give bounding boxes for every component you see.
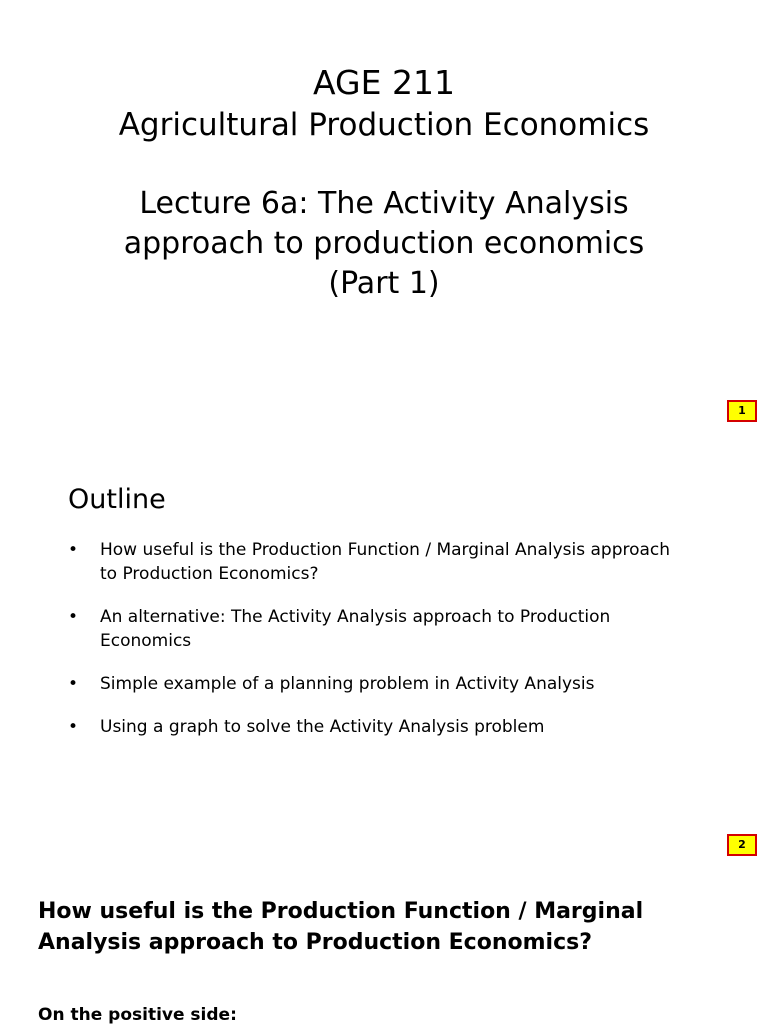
page-number-badge: 1 xyxy=(727,400,757,422)
outline-bullet-list xyxy=(68,538,688,758)
bullet-icon: • xyxy=(68,607,79,627)
lecture-title: Lecture 6a: The Activity Analysis approach to production economics (Part 1) xyxy=(123,186,645,301)
list-item xyxy=(68,672,688,696)
list-item xyxy=(68,715,688,739)
section-heading: How useful is the Production Function / Marginal Analysis approach to Production Economics? xyxy=(38,899,644,955)
list-item-text: Using a graph to solve the Activity Analysis problem xyxy=(100,717,545,737)
page-number-badge: 2 xyxy=(727,834,757,856)
list-item-text: An alternative: The Activity Analysis approach to Production Economics xyxy=(100,607,611,651)
list-item xyxy=(68,605,688,653)
course-code: AGE 211 xyxy=(313,63,455,102)
list-item-text: How useful is the Production Function / Marginal Analysis approach to Production Economics? xyxy=(100,540,671,584)
course-name: Agricultural Production Economics xyxy=(118,107,650,143)
section-subheading: On the positive side: xyxy=(38,1005,237,1025)
bullet-icon: • xyxy=(68,717,79,737)
outline-heading: Outline xyxy=(68,484,166,515)
list-item xyxy=(68,538,688,586)
bullet-icon: • xyxy=(68,540,79,560)
bullet-icon: • xyxy=(68,674,79,694)
list-item-text: Simple example of a planning problem in Activity Analysis xyxy=(100,674,595,694)
